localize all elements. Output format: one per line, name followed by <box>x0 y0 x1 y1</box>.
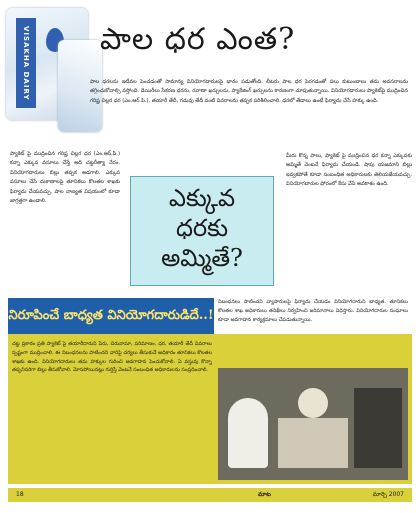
lower-left-paragraph: చట్ట ప్రకారం ప్రతి ప్యాకెట్ పై తయారీదారుని పేరు, చిరునామా, పరిమాణం, ధర, తయారీ తేదీ వివరాలు స్పష్టంగా ముద్రించాలి. ఈ నిబంధనలను పాటించని వారిపై చర్యలు తీసుకునే అధికారం తూనికలు కొలతల శాఖకు ఉంది. వినియోగదారులు తమ హక్కుల గురించి అవగాహన పెంచుకోవాలి. ఏ వస్తువు కొన్నా తప్పనిసరిగా బిల్లు తీసుకోవాలి. మోసపోయినట్లు గుర్తిస్తే వెంటనే సంబంధిత అధికారులను సంప్రదించాలి. <box>12 341 212 374</box>
footer-publication: మాట <box>258 491 271 498</box>
lower-right-paragraph: నిబంధనలు పాటించని వ్యాపారులపై ఫిర్యాదు చేయడం వినియోగదారుని బాధ్యత. తూనికలు కొలతల శాఖ అధికారులు తనిఖీలు నిర్వహించి జరిమానాలు విధిస్తారు. వినియోగదారుల సంఘాలు కూడా అవగాహన కార్యక్రమాలు చేపడుతున్నాయి. <box>218 299 408 323</box>
right-column-paragraph: మీరు కొన్న పాలు, ప్యాకెట్ పై ముద్రించిన ధర కన్నా ఎక్కువకు అమ్మితే వెంటనే ఫిర్యాదు చేయండి. షాపు యజమాని బిల్లు ఇవ్వకపోతే కూడా సంబంధిత అధికారులకు తెలియజేయవచ్చు. వినియోగదారుల ఫోరంలో కేసు వేసే అవకాశం ఉంది. <box>286 153 412 188</box>
left-column-paragraph: ప్యాకెట్ పై ముద్రించిన గరిష్ట చిల్లర ధర (ఎం.ఆర్.పి.) కన్నా ఎక్కువ వసూలు చేస్తే అది చట్టరీత్యా నేరం. వినియోగదారులు బిల్లు తప్పక అడగాలి. ఎక్కువ వసూలు చేసే దుకాణాలపై తూనికలు కొలతల శాఖకు ఫిర్యాదు చేయవచ్చు. పాల నాణ్యత విషయంలో కూడా జాగ్రత్తగా ఉండాలి. <box>10 151 120 205</box>
page-footer <box>8 488 412 502</box>
photo-shelf <box>354 388 402 468</box>
page-number: 18 <box>16 491 24 498</box>
callout-heading: ఎక్కువ ధరకు అమ్మితే? <box>161 184 243 272</box>
photo-counter <box>278 418 348 468</box>
photo-head <box>298 388 328 418</box>
intro-paragraph: పాల ధరలను ఇటీవల పెంచడంతో సామాన్య వినియోగదారులపై భారం పడుతోంది. లీటరు పాల ధర పెరగడంతో పలు కుటుంబాలు తమ అవసరాలను తగ్గించుకోవాల్సి వస్తోంది. డెయిరీలు సేకరణ ధరను, రవాణా ఖర్చులను, ప్యాకేజింగ్ ఖర్చులను కారణంగా చూపుతున్నాయి. వినియోగదారులు ప్యాకెట్‌పై ముద్రించిన గరిష్ట చిల్లర ధర (ఎం.ఆర్.పి.), తయారీ తేదీ, గడువు తేదీ వంటి వివరాలను తప్పక పరిశీలించాలి. ధరలో తేడాలు ఉంటే ఫిర్యాదు చేసే హక్కు ఉంది. <box>90 79 408 104</box>
section-banner: నిరూపించే బాధ్యత వినియోగదారుడిదే..! <box>8 298 214 334</box>
callout-box <box>130 176 274 286</box>
shop-photo <box>218 368 408 480</box>
page-title: పాల ధర ఎంత? <box>100 22 296 57</box>
photo-person <box>228 398 268 468</box>
footer-date: మార్చి 2007 <box>372 491 404 498</box>
milk-pack-label: VISAKHA DAIRY <box>16 18 36 108</box>
